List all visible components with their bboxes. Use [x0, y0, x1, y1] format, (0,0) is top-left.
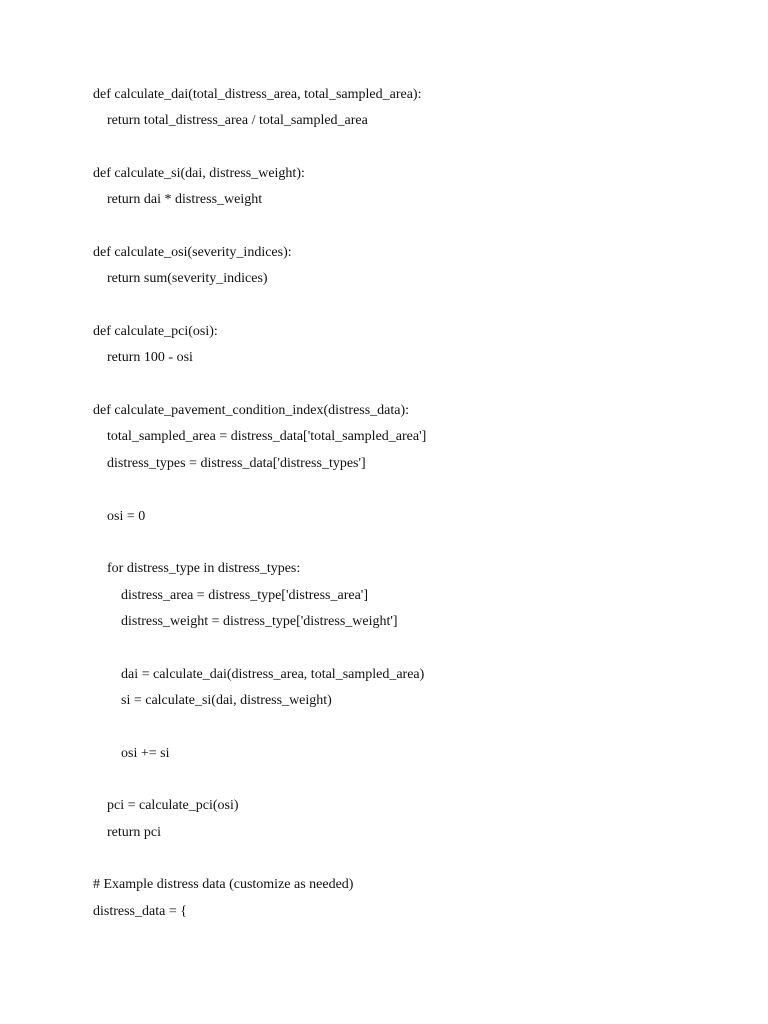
blank-line — [93, 137, 426, 163]
code-line: return dai * distress_weight — [107, 192, 263, 208]
code-listing — [93, 84, 426, 927]
code-line: distress_data = { — [93, 903, 187, 919]
code-line: return 100 - osi — [107, 350, 193, 366]
code-line: def calculate_pavement_condition_index(distress_data): — [93, 403, 410, 419]
code-line: # Example distress data (customize as needed) — [93, 877, 354, 893]
blank-line — [93, 848, 426, 874]
code-line: pci = calculate_pci(osi) — [107, 798, 239, 814]
code-line: distress_area = distress_type['distress_area'] — [121, 587, 368, 603]
blank-line — [93, 769, 426, 795]
blank-line — [93, 295, 426, 321]
code-line: si = calculate_si(dai, distress_weight) — [121, 692, 332, 708]
code-line: return sum(severity_indices) — [107, 271, 268, 287]
code-line: return total_distress_area / total_sampled_area — [107, 113, 368, 129]
code-line: def calculate_dai(total_distress_area, total_sampled_area): — [93, 87, 422, 102]
code-line: total_sampled_area = distress_data['total_sampled_area'] — [107, 429, 427, 445]
blank-line — [93, 532, 426, 558]
code-line: return pci — [107, 824, 162, 840]
blank-line — [93, 374, 426, 400]
code-line: for distress_type in distress_types: — [107, 561, 301, 577]
code-line: def calculate_si(dai, distress_weight): — [93, 166, 305, 182]
code-line: distress_types = distress_data['distress_types'] — [107, 455, 366, 471]
code-line: def calculate_pci(osi): — [93, 324, 218, 340]
code-line: dai = calculate_dai(distress_area, total_sampled_area) — [121, 666, 425, 682]
blank-line — [93, 716, 426, 742]
code-line: distress_weight = distress_type['distress_weight'] — [121, 613, 398, 629]
blank-line — [93, 479, 426, 505]
blank-line — [93, 637, 426, 663]
code-line: osi += si — [121, 745, 170, 761]
code-line: osi = 0 — [107, 508, 146, 524]
code-line: def calculate_osi(severity_indices): — [93, 245, 292, 261]
blank-line — [93, 216, 426, 242]
